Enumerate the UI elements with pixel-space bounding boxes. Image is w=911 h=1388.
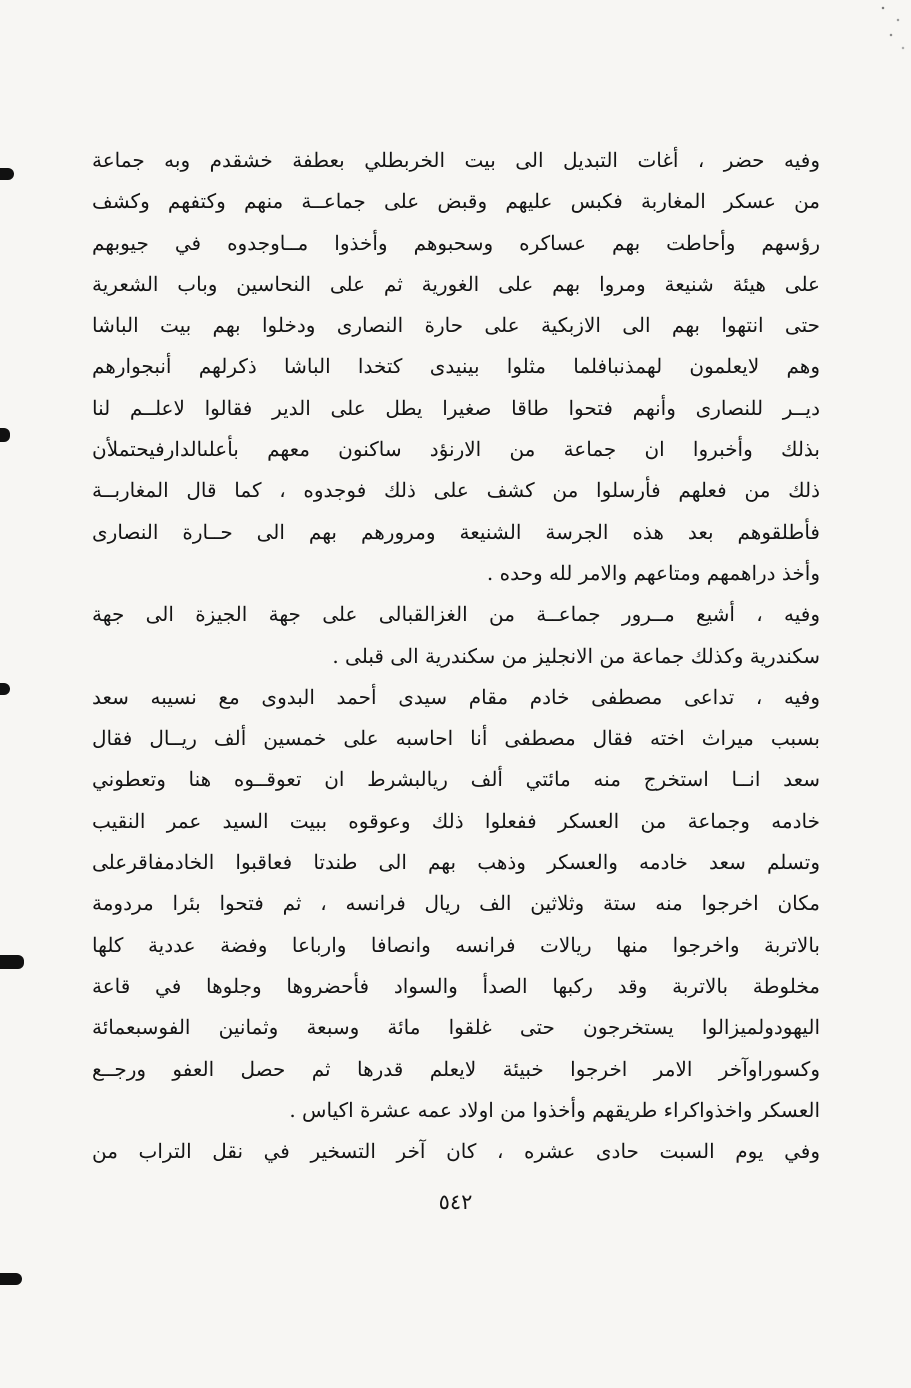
text-line: حتى انتهوا بهم الى الازبكية على حارة النصارى ودخلوا بهم بيت الباشا — [92, 313, 820, 338]
text-line: وأخذ دراهمهم ومتاعهم والامر لله وحده . — [486, 560, 820, 585]
paragraph — [92, 594, 820, 677]
text-line: بسبب ميراث اخته فقال مصطفى أنا احاسبه على خمسين ألف ريــال فقال — [92, 726, 820, 751]
edge-mark — [0, 1273, 22, 1285]
edge-mark — [0, 168, 14, 180]
text-line: بذلك وأخبروا ان جماعة من الارنؤد ساكنون معهم بأعلىالدارفيحتملأن — [92, 437, 820, 462]
edge-mark — [0, 955, 24, 969]
edge-mark — [0, 428, 10, 442]
edge-mark — [0, 683, 10, 695]
text-line: سكندرية وكذلك جماعة من الانجليز من سكندرية الى قبلى . — [332, 643, 820, 668]
text-line: وكسوراوآخر الامر اخرجوا خبيئة لايعلم قدرها ثم حصل العفو ورجــع — [92, 1056, 820, 1081]
text-line: وفي يوم السبت حادى عشره ، كان آخر التسخير في نقل التراب من — [92, 1139, 820, 1164]
text-line: خادمه وجماعة من العسكر ففعلوا ذلك وعوقوه ببيت السيد عمر النقيب — [92, 808, 820, 833]
text-line: وفيه ، تداعى مصطفى خادم مقام سيدى أحمد البدوى مع نسيبه سعد — [92, 684, 820, 709]
text-line: على هيئة شنيعة ومروا بهم على الغورية ثم على النحاسين وباب الشعرية — [92, 271, 820, 296]
text-line: ديــر للنصارى وأنهم فتحوا طاقا صغيرا يطل على الدير فقالوا لاعلــم لنا — [92, 395, 820, 420]
text-line: رؤسهم وأحاطت بهم عساكره وسحبوهم وأخذوا مــاوجدوه في جيوبهم — [92, 230, 820, 255]
text-line: اليهودولميزالوا يستخرجون حتى غلقوا مائة وسبعة وثمانين الفوسبعمائة — [92, 1015, 820, 1040]
text-line: بالاتربة واخرجوا منها ريالات فرانسه وانصافا وارباعا وفضة عددية كلها — [92, 932, 820, 957]
text-line: فأطلقوهم بعد هذه الجرسة الشنيعة ومرورهم بهم الى حــارة النصارى — [92, 519, 820, 544]
text-line: من عسكر المغاربة فكبس عليهم وقبض على جماعــة منهم وكتفهم وكشف — [92, 189, 820, 214]
text-line: وهم لايعلمون لهمذنبافلما مثلوا بينيدى كتخدا الباشا ذكرلهم أنبجوارهم — [92, 354, 820, 379]
text-line: وفيه حضر ، أغات التبديل الى بيت الخربطلي بعطفة خشقدم وبه جماعة — [92, 148, 820, 172]
text-line: مخلوطة بالاتربة وقد ركبها الصدأ والسواد فأحضروها وجلوها في قاعة — [92, 973, 820, 998]
paragraph — [92, 677, 820, 1131]
paragraph — [92, 1131, 820, 1172]
text-line: وتسلم سعد خادمه والعسكر وذهب بهم الى طندتا فعاقبوا الخادمفاقرعلى — [92, 850, 820, 875]
scan-noise — [873, 0, 911, 60]
text-line: سعد انــا استخرج منه مائتي ألف ريالبشرط ان تعوقــوه هنا وتعطوني — [92, 767, 820, 792]
text-line: العسكر واخذواكراء طريقهم وأخذوا من اولاد عمه عشرة اكياس . — [289, 1097, 820, 1122]
body-text — [92, 140, 820, 1172]
page-number: ٥٤٢ — [438, 1190, 473, 1214]
text-line: مكان اخرجوا منه ستة وثلاثين الف ريال فرانسه ، ثم فتحوا بئرا مردومة — [92, 891, 820, 916]
paragraph — [92, 140, 820, 594]
text-line: ذلك من فعلهم فأرسلوا من كشف على ذلك فوجدوه ، كما قال المغاربــة — [92, 478, 820, 503]
text-line: وفيه ، أشيع مــرور جماعــة من الغزالقبالى على جهة الجيزة الى جهة — [92, 602, 820, 627]
